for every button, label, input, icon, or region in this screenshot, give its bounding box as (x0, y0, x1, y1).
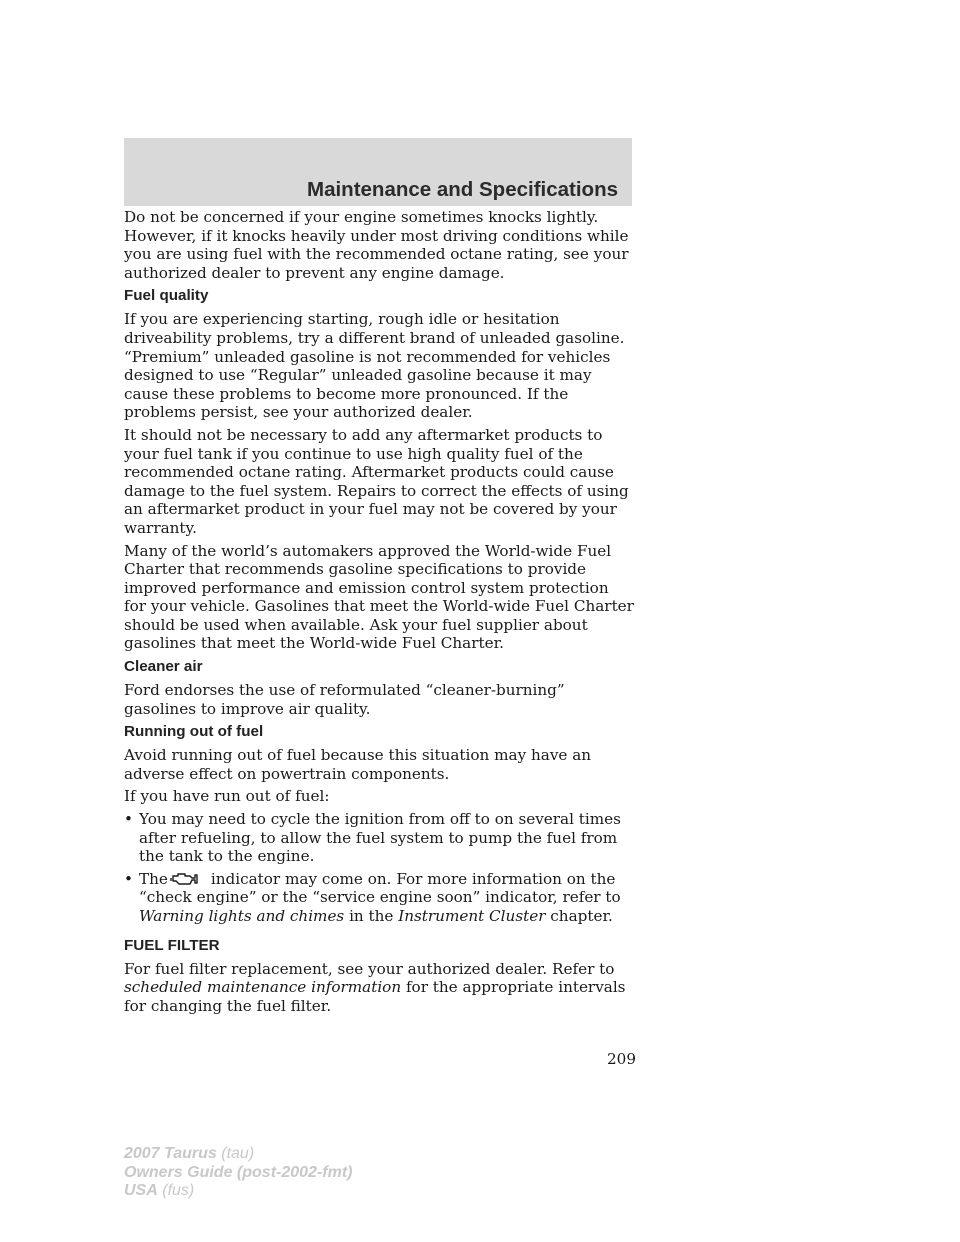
bullet-text-in: in the (349, 907, 394, 925)
cross-reference-warning-lights: Warning lights and chimes (139, 907, 345, 925)
bullet-marker: • (124, 869, 133, 888)
paragraph-engine-knocks: Do not be concerned if your engine sometimes knocks lightly. However, if it knocks heavily under most driving conditions while you are using fuel with the recommended octane rating, see your authorized dealer to prevent any engine damage. (124, 208, 629, 282)
fuel-filter-text-pre: For fuel filter replacement, see your authorized dealer. Refer to (124, 959, 615, 978)
cross-reference-instrument-cluster: Instrument Cluster (398, 907, 546, 925)
footer-guide: Owners Guide (post-2002-fmt) (124, 1163, 353, 1181)
fuel-filter-text-end: for the appropriate intervals for changing the fuel filter. (124, 978, 626, 1015)
check-engine-icon (170, 871, 204, 887)
heading-fuel-quality: Fuel quality (124, 287, 209, 305)
footer-region-code: (fus) (162, 1182, 195, 1199)
footer-model-code: (tau) (221, 1145, 255, 1162)
paragraph-fuel-quality-2: It should not be necessary to add any aftermarket products to your fuel tank if you continue to use high quality fuel of the recommended octane rating. Aftermarket products could cause damage to the fuel system. Repairs to correct the effects of using an aftermarket product in your fuel may not be covered by your warranty. (124, 425, 629, 537)
bullet-text-end: chapter. (550, 907, 613, 925)
footer-line-region (124, 1182, 352, 1201)
bullet-text-pre: The (139, 869, 168, 888)
heading-cleaner-air: Cleaner air (124, 658, 203, 676)
paragraph-fuel-filter (124, 960, 634, 1016)
bullet-marker: • (124, 810, 133, 829)
heading-running-out-of-fuel: Running out of fuel (124, 723, 264, 741)
paragraph-cleaner-air: Ford endorses the use of reformulated “cleaner-burning” gasolines to improve air quality. (124, 681, 565, 718)
paragraph-running-out: Avoid running out of fuel because this situation may have an adverse effect on powertrain components. (124, 746, 592, 783)
page-number: 209 (607, 1050, 636, 1068)
paragraph-if-run-out: If you have run out of fuel: (124, 787, 330, 806)
paragraph-fuel-quality-3: Many of the world’s automakers approved the World-wide Fuel Charter that recommends gasoline specifications to provide improved performance and emission control system protection for your vehicle. Gasolines that meet the World-wide Fuel Charter should be used when available. Ask your fuel supplier about gasolines that meet the World-wide Fuel Charter. (124, 541, 634, 653)
document-body (124, 208, 634, 1019)
list-item (124, 870, 634, 926)
bullet-text: You may need to cycle the ignition from off to on several times after refueling, to allow the fuel system to pump the fuel from the tank to the engine. (139, 810, 621, 866)
list-item (124, 810, 634, 866)
heading-fuel-filter: FUEL FILTER (124, 936, 220, 954)
cross-reference-scheduled-maintenance: scheduled maintenance information (124, 978, 402, 997)
footer-model: 2007 Taurus (124, 1145, 217, 1162)
header-band (124, 138, 632, 206)
paragraph-fuel-quality-1: If you are experiencing starting, rough idle or hesitation driveability problems, try a different brand of unleaded gasoline. “Premium” unleaded gasoline is not recommended for vehicles designed to use “Regular” unleaded gasoline because it may cause these problems to become more pronounced. If the problems persist, see your authorized dealer. (124, 310, 625, 422)
footer-watermark (124, 1145, 352, 1201)
footer-region: USA (124, 1182, 158, 1199)
page-title: Maintenance and Specifications (307, 178, 618, 201)
bullet-text-mid: indicator may come on. For more information on the “check engine” or the “service engine soon” indicator, refer to (139, 869, 621, 907)
footer-line-model (124, 1145, 352, 1164)
footer-line-guide (124, 1164, 352, 1183)
